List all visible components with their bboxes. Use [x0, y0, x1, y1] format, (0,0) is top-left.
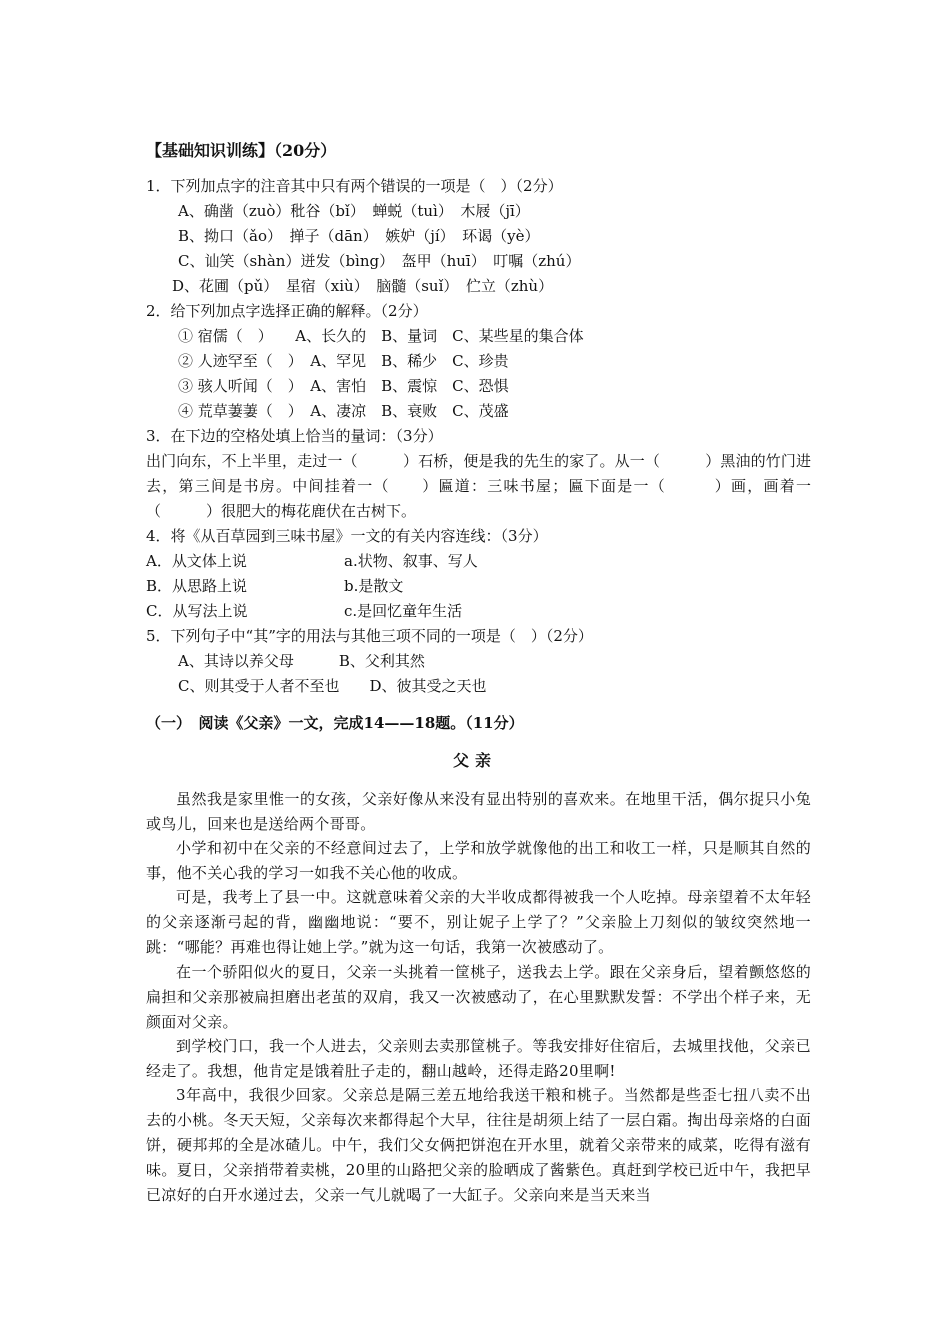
- article-paragraph-3: 可是，我考上了县一中。这就意味着父亲的大半收成都得被我一个人吃掉。母亲望着不太年轻的父亲逐渐弓起的背，幽幽地说：“要不，别让妮子上学了？”父亲脸上刀刻似的皱纹突然地一跳：“哪能？再难也得让她上学。”就为这一句话，我第一次被感动了。: [146, 888, 811, 956]
- article-title: 父亲: [452, 751, 497, 770]
- question-1-option-d: D、花圃（pǔ） 星宿（xiù） 脑髓（suǐ） 伫立（zhù）: [172, 277, 554, 295]
- question-2-item-4: ④ 荒草萋萋（ ） A、凄凉 B、衰败 C、茂盛: [178, 402, 509, 420]
- question-4-right-a: a.状物、叙事、写人: [344, 552, 478, 570]
- question-3-passage: 出门向东，不上半里，走过一（ ）石桥，便是我的先生的家了。从一（ ）黑油的竹门进去，第三间是书房。中间挂着一（ ）匾道：三味书屋；匾下面是一（ ）画，画着一（ ）很肥大的梅花鹿伏在古树下。: [146, 452, 811, 520]
- question-5-options-1: A、其诗以养父母 B、父利其然: [178, 652, 425, 670]
- section-title: 【基础知识训练】（20分）: [146, 141, 337, 160]
- question-2-item-3: ③ 骇人听闻（ ） A、害怕 B、震惊 C、恐惧: [178, 377, 509, 395]
- question-4-right-b: b.是散文: [344, 577, 404, 595]
- question-4-left-a: A．从文体上说: [146, 552, 247, 570]
- question-1-stem: 1．下列加点字的注音其中只有两个错误的一项是（ ）（2分）: [146, 177, 563, 195]
- article-paragraph-4: 在一个骄阳似火的夏日，父亲一头挑着一筐桃子，送我去上学。跟在父亲身后，望着颤悠悠的扁担和父亲那被扁担磨出老茧的双肩，我又一次被感动了，在心里默默发誓：不学出个样子来，无颜面对父亲。: [146, 963, 811, 1031]
- question-4-left-b: B．从思路上说: [146, 577, 248, 595]
- question-1-option-c: C、讪笑（shàn）迸发（bìng） 盔甲（huī） 叮嘱（zhú）: [178, 252, 581, 270]
- article-paragraph-2: 小学和初中在父亲的不经意间过去了，上学和放学就像他的出工和收工一样，只是顺其自然的事，他不关心我的学习一如我不关心他的收成。: [146, 839, 811, 882]
- article-paragraph-5: 到学校门口，我一个人进去，父亲则去卖那筐桃子。等我安排好住宿后，去城里找他，父亲已经走了。我想，他肯定是饿着肚子走的，翻山越岭，还得走路20里啊!: [146, 1037, 811, 1080]
- question-2-stem: 2．给下列加点字选择正确的解释。（2分）: [146, 302, 428, 320]
- question-1-option-a: A、确凿（zuò）秕谷（bǐ） 蝉蜕（tuì） 木屐（jī）: [178, 202, 530, 220]
- question-5-options-2: C、则其受于人者不至也 D、彼其受之天也: [178, 677, 487, 695]
- article-paragraph-6: 3年高中，我很少回家。父亲总是隔三差五地给我送干粮和桃子。当然都是些歪七扭八卖不出去的小桃。冬天天短，父亲每次来都得起个大早，往往是胡须上结了一层白霜。掏出母亲烙的白面饼，硬邦邦的全是冰碴儿。中午，我们父女俩把饼泡在开水里，就着父亲带来的咸菜，吃得有滋有味。夏日，父亲捎带着卖桃，20里的山路把父亲的脸晒成了酱紫色。真赶到学校已近中午，我把早已凉好的白开水递过去，父亲一气儿就喝了一大缸子。父亲向来是当天来当: [146, 1086, 811, 1204]
- article-paragraph-1: 虽然我是家里惟一的女孩，父亲好像从来没有显出特别的喜欢来。在地里干活，偶尔捉只小兔或鸟儿，回来也是送给两个哥哥。: [146, 790, 811, 833]
- question-1-option-b: B、拗口（ǎo） 掸子（dān） 嫉妒（jí） 环谒（yè）: [178, 227, 540, 245]
- reading-header: （一） 阅读《父亲》一文，完成14——18题。（11分）: [146, 714, 524, 732]
- question-2-item-1: ① 宿儒（ ） A、长久的 B、量词 C、某些星的集合体: [178, 327, 584, 345]
- question-4-stem: 4．将《从百草园到三味书屋》一文的有关内容连线：（3分）: [146, 527, 548, 545]
- question-4-left-c: C．从写法上说: [146, 602, 248, 620]
- question-2-item-2: ② 人迹罕至（ ） A、罕见 B、稀少 C、珍贵: [178, 352, 509, 370]
- question-3-stem: 3．在下边的空格处填上恰当的量词：（3分）: [146, 427, 443, 445]
- question-5-stem: 5．下列句子中“其”字的用法与其他三项不同的一项是（ ）（2分）: [146, 627, 593, 645]
- question-4-right-c: c.是回忆童年生活: [344, 602, 463, 620]
